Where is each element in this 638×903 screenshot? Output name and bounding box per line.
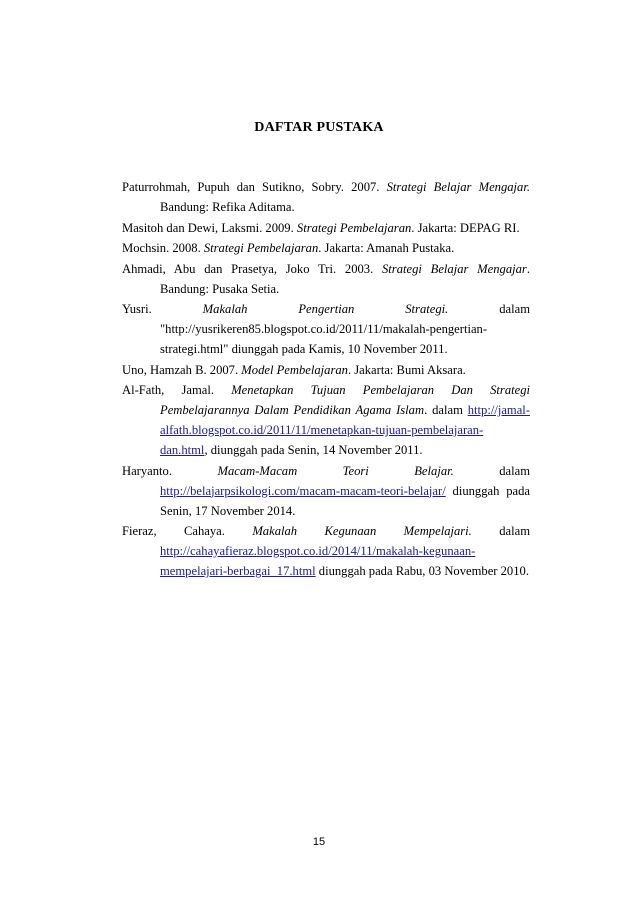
page-title: DAFTAR PUSTAKA: [254, 120, 384, 135]
reference-authors: Uno, Hamzah B. 2007.: [122, 362, 242, 377]
reference-source-prefix: dalam: [471, 524, 531, 538]
reference-list: [122, 177, 530, 582]
page-number: 15: [312, 836, 326, 848]
reference-title: Macam-Macam Teori Belajar.: [217, 463, 454, 478]
reference-entry: [122, 218, 530, 238]
reference-authors: Fieraz, Cahaya.: [122, 524, 253, 538]
reference-entry: [122, 360, 530, 380]
reference-authors: Yusri.: [122, 302, 203, 316]
reference-access-date: diunggah pada Senin, 17 November 2014.: [160, 483, 530, 518]
reference-publisher: Bandung: Refika Aditama.: [160, 200, 295, 214]
reference-entry: [122, 177, 530, 217]
reference-entry: [122, 259, 530, 299]
reference-authors: Haryanto.: [122, 463, 218, 478]
reference-entry: [122, 521, 530, 581]
reference-publisher: . Jakarta: Amanah Pustaka.: [318, 241, 455, 255]
reference-entry: [122, 461, 530, 521]
reference-publisher: . Jakarta: Bumi Aksara.: [347, 362, 466, 377]
reference-title: Makalah Pengertian Strategi.: [202, 302, 449, 316]
reference-entry: [122, 238, 530, 258]
reference-title: Strategi Pembelajaran: [203, 241, 319, 255]
reference-source-prefix: dalam: [453, 463, 531, 478]
reference-link[interactable]: http://cahayafieraz.blogspot.co.id/2014/11/makalah-kegunaan-mempelajari-berbagai_17.html: [160, 544, 476, 578]
reference-publisher: . Bandung: Pusaka Setia.: [160, 261, 530, 296]
reference-title: Strategi Pembelajaran: [296, 220, 412, 235]
reference-title: Menetapkan Tujuan Pembelajaran Dan Strategi Pembelajarannya Dalam Pendidikan Agama Islam: [160, 383, 530, 417]
reference-source-prefix: . dalam: [424, 403, 468, 417]
reference-link[interactable]: http://jamal-alfath.blogspot.co.id/2011/11/menetapkan-tujuan-pembelajaran-dan.html: [160, 403, 530, 457]
reference-title: Makalah Kegunaan Mempelajari.: [252, 524, 472, 538]
reference-link[interactable]: http://belajarpsikologi.com/macam-macam-teori-belajar/: [160, 483, 446, 498]
reference-access-date: , diunggah pada Senin, 14 November 2011.: [204, 443, 423, 457]
reference-authors: Mochsin. 2008.: [122, 241, 204, 255]
reference-authors: Al-Fath, Jamal.: [122, 383, 232, 397]
reference-entry: [122, 380, 530, 460]
reference-title: Strategi Belajar Mengajar: [382, 261, 527, 276]
reference-title: Strategi Belajar Mengajar.: [386, 180, 530, 194]
reference-authors: Masitoh dan Dewi, Laksmi. 2009.: [122, 220, 297, 235]
reference-entry: [122, 299, 530, 359]
reference-publisher: . Jakarta: DEPAG RI.: [411, 220, 520, 235]
reference-access-date: diunggah pada Rabu, 03 November 2010.: [315, 564, 529, 578]
reference-authors: Ahmadi, Abu dan Prasetya, Joko Tri. 2003.: [122, 261, 382, 276]
reference-source: dalam "http://yusrikeren85.blogspot.co.id/2011/11/makalah-pengertian-strategi.html" diunggah pada Kamis, 10 November 2011.: [160, 302, 530, 356]
reference-authors: Paturrohmah, Pupuh dan Sutikno, Sobry. 2007.: [122, 180, 387, 194]
reference-title: Model Pembelajaran: [241, 362, 348, 377]
